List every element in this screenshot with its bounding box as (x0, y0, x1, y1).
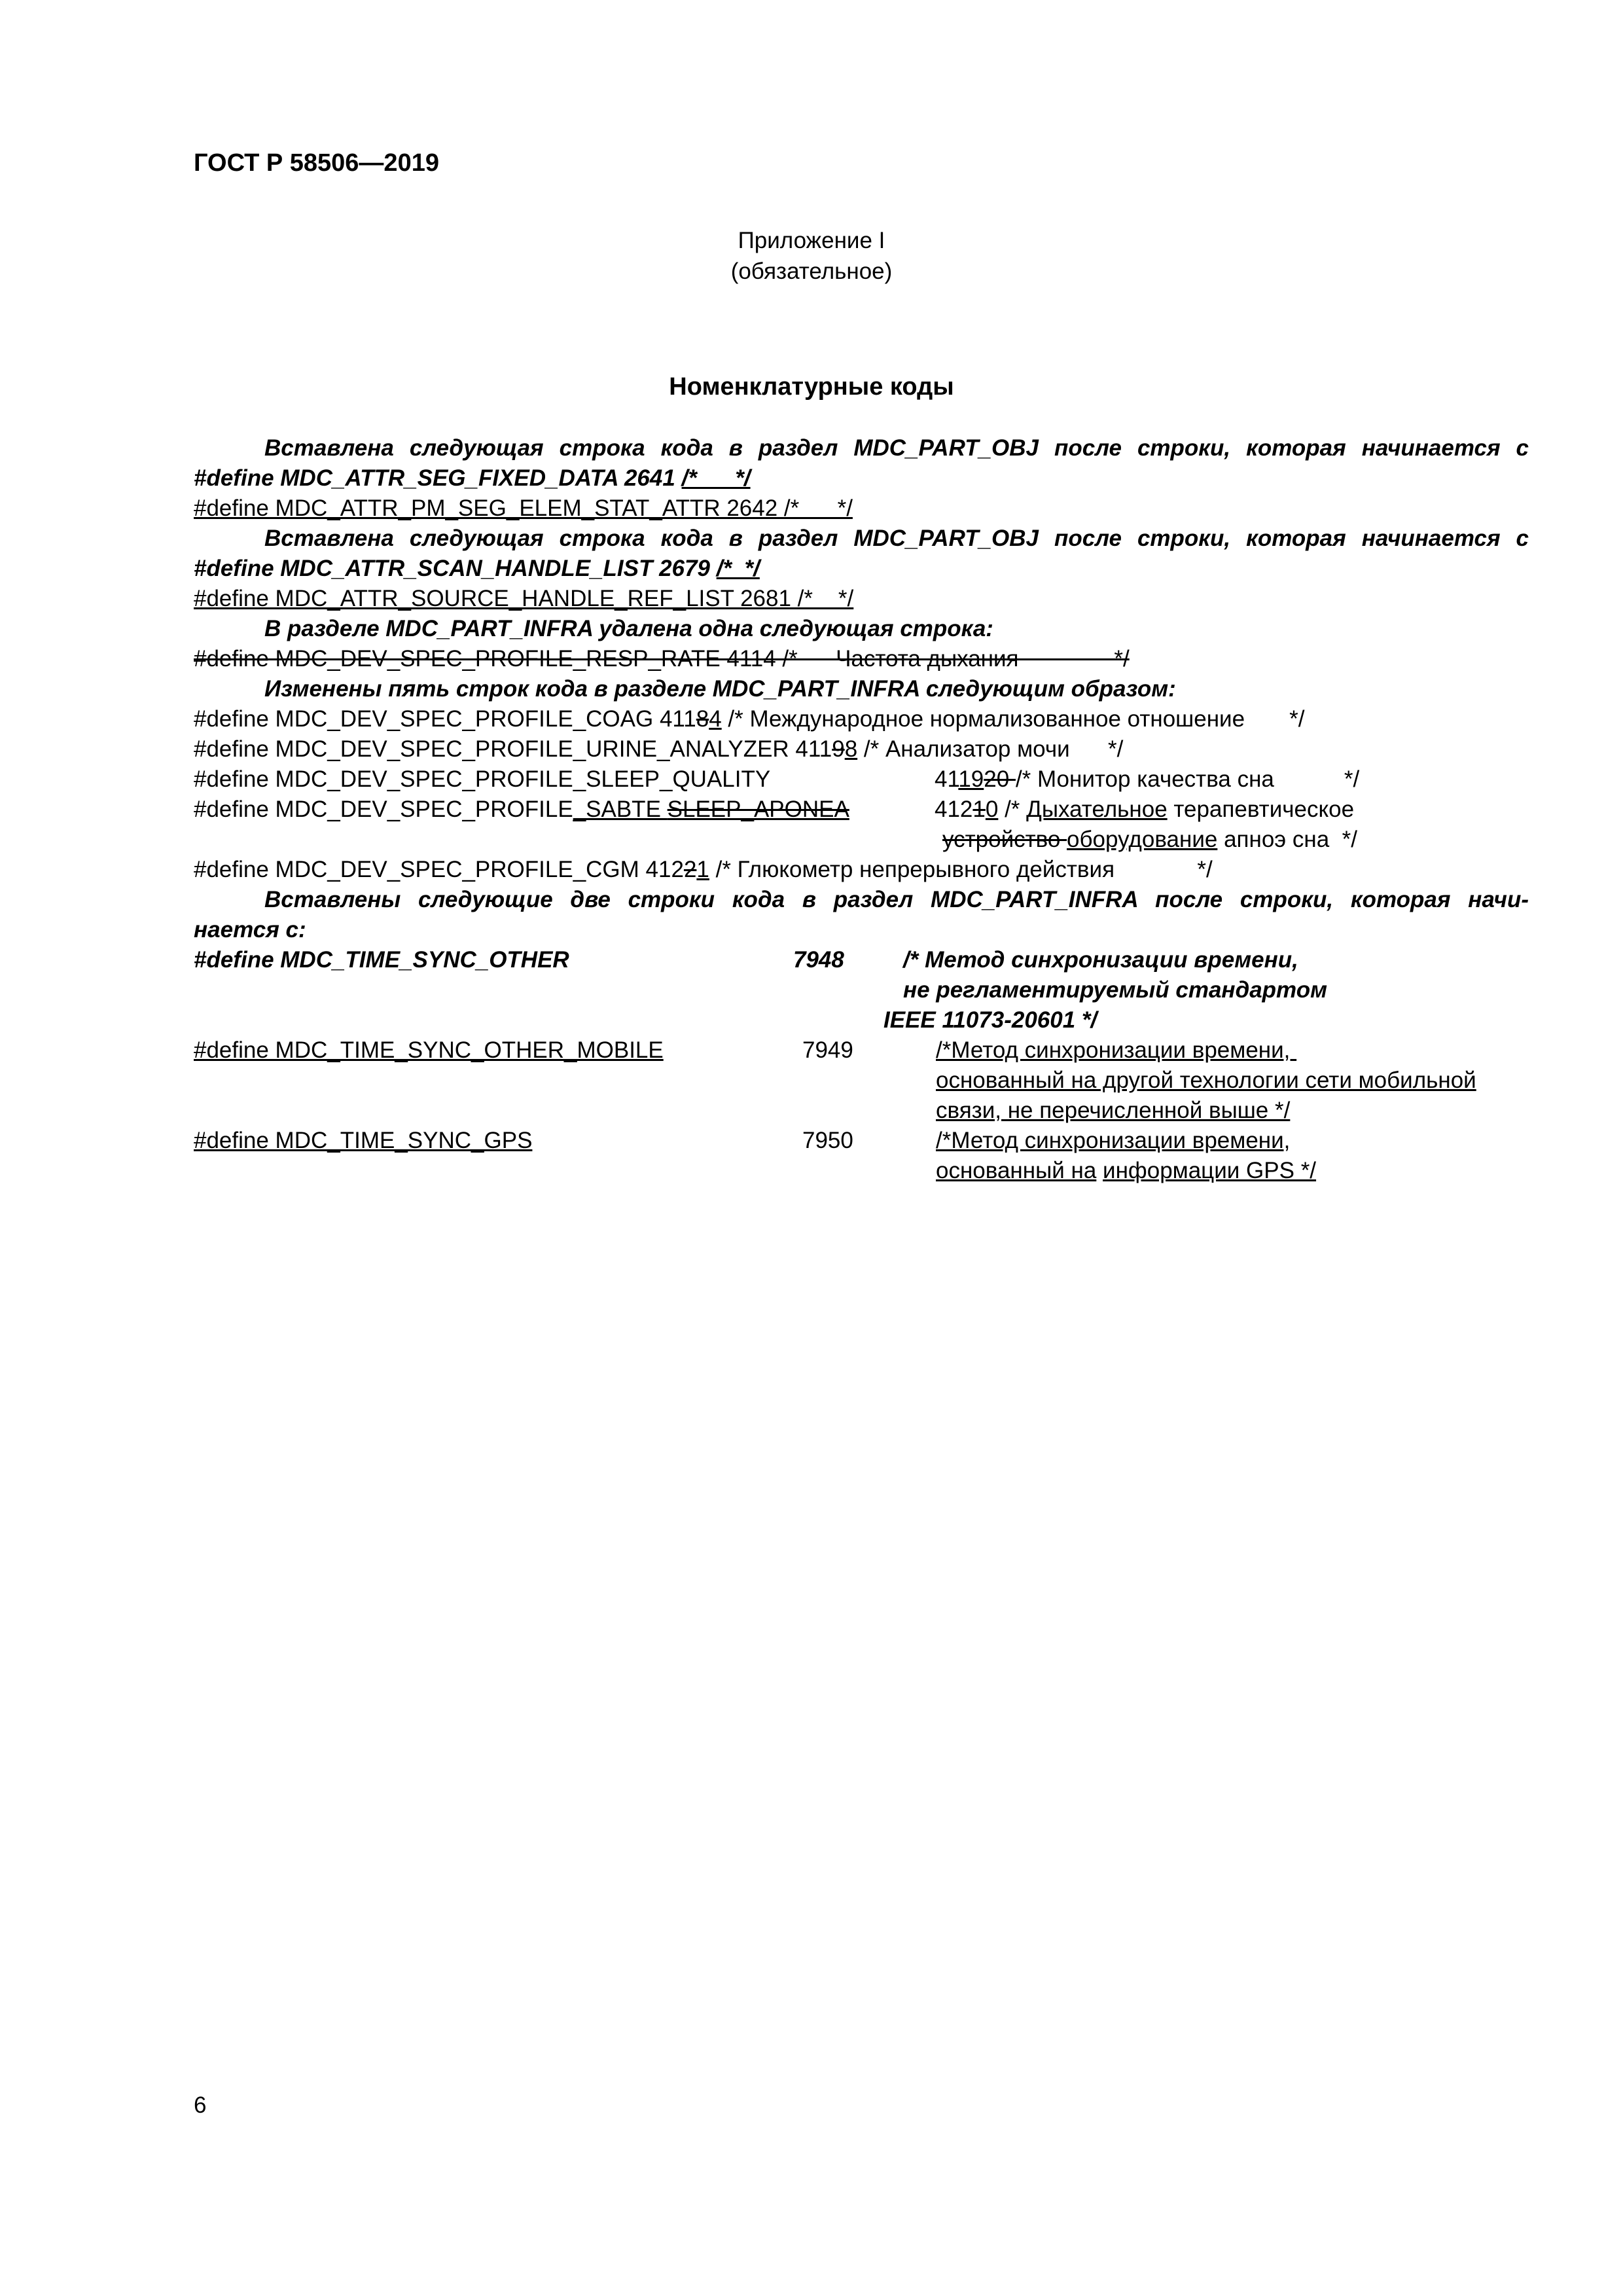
inserted-digit: 1 (696, 857, 709, 882)
instruction-line: Вставлена следующая строка кода в раздел MDC_PART_OBJ после строки, которая начинается с (264, 435, 1529, 461)
define-description: /*Метод синхронизации времени, (936, 1128, 1291, 1153)
appendix-type: (обязательное) (730, 259, 893, 284)
define-code: 7949 (802, 1037, 853, 1063)
code-comment: апноэ сна */ (1217, 827, 1357, 852)
deleted-digit: 2 (683, 857, 697, 882)
code-text: #define MDC_DEV_SPEC_PROFILE_CGM 412 (194, 857, 684, 882)
inserted-word: Дыхательное (1026, 797, 1168, 822)
define-name: #define MDC_TIME_SYNC_OTHER (194, 947, 569, 973)
define-code: 7950 (802, 1128, 853, 1153)
code-line (194, 463, 1529, 493)
code-comment: /* Международное нормализованное отношение */ (721, 706, 1305, 732)
code-line (194, 855, 1529, 885)
section-title: Номенклатурные коды (669, 373, 954, 401)
code-text: #define MDC_ATTR_SEG_FIXED_DATA 2641 (194, 465, 682, 491)
code-value (935, 795, 1354, 825)
inserted-comment: /* */ (681, 465, 751, 491)
inserted-text: _SABTE (573, 797, 668, 822)
define-description: не регламентируемый стандартом (903, 977, 1327, 1003)
deleted-digit: 8 (696, 706, 709, 732)
define-description: /* Метод синхронизации времени, (903, 947, 1298, 973)
document-header: ГОСТ Р 58506—2019 (194, 149, 439, 177)
code-text: #define MDC_DEV_SPEC_PROFILE_COAG 411 (194, 706, 696, 732)
code-comment: /* Монитор качества сна */ (1015, 766, 1360, 792)
define-description: связи, не перечисленной выше */ (936, 1098, 1291, 1123)
deleted-digit: 1 (972, 797, 986, 822)
code-text: #define MDC_ATTR_SCAN_HANDLE_LIST 2679 (194, 556, 717, 581)
instruction-line: Вставлена следующая строка кода в раздел MDC_PART_OBJ после строки, которая начинается с (264, 526, 1529, 551)
inserted-digit: 0 (985, 797, 999, 822)
instruction-line: Вставлены следующие две строки кода в раздел MDC_PART_INFRA после строки, которая начи- (264, 887, 1529, 912)
code-digits: 412 (935, 797, 973, 822)
deleted-word: устройство (942, 827, 1067, 852)
code-comment: /* (998, 797, 1027, 822)
inserted-digit: 4 (709, 706, 722, 732)
inserted-code-line: #define MDC_ATTR_SOURCE_HANDLE_REF_LIST 2681 /* */ (194, 586, 854, 611)
instruction-line: нается с: (194, 917, 306, 942)
deleted-text: SLEEP_APONEA (667, 797, 849, 822)
code-value (935, 764, 1359, 795)
page-number: 6 (194, 2092, 207, 2118)
inserted-comment: /* */ (716, 556, 760, 581)
code-comment: /* Глюкометр непрерывного действия */ (709, 857, 1213, 882)
description-part: основанный на (936, 1158, 1097, 1183)
define-description (936, 1156, 1316, 1186)
define-code: 7948 (793, 947, 844, 973)
description-part: информации GPS */ (1103, 1158, 1317, 1183)
inserted-word: оборудование (1067, 827, 1218, 852)
inserted-code-line: #define MDC_ATTR_PM_SEG_ELEM_STAT_ATTR 2642 /* */ (194, 495, 853, 521)
code-line (194, 554, 1529, 584)
code-text: #define MDC_DEV_SPEC_PROFILE_URINE_ANALYZER 411 (194, 736, 832, 762)
define-description: IEEE 11073-20601 */ (883, 1007, 1097, 1033)
inserted-digit: 8 (844, 736, 858, 762)
deleted-digits: 20 (984, 766, 1016, 792)
inserted-digits: 19 (958, 766, 984, 792)
code-continuation (942, 825, 1357, 855)
appendix-title: Приложение I (738, 228, 885, 253)
define-name: #define MDC_TIME_SYNC_GPS (194, 1128, 533, 1153)
define-description: основанный на другой технологии сети мобильной (936, 1067, 1476, 1093)
define-description: /*Метод синхронизации времени, (936, 1037, 1297, 1063)
code-text: #define MDC_DEV_SPEC_PROFILE_SLEEP_QUALITY (194, 766, 771, 792)
code-comment: терапевтическое (1167, 797, 1355, 822)
code-line (194, 734, 1529, 764)
instruction-line: В разделе MDC_PART_INFRA удалена одна следующая строка: (264, 616, 993, 641)
description-space (1096, 1158, 1103, 1183)
code-text: #define MDC_DEV_SPEC_PROFILE (194, 797, 573, 822)
code-digits: 41 (935, 766, 959, 792)
instruction-line: Изменены пять строк кода в разделе MDC_PART_INFRA следующим образом: (264, 676, 1176, 702)
code-line (194, 704, 1529, 734)
define-name: #define MDC_TIME_SYNC_OTHER_MOBILE (194, 1037, 664, 1063)
code-line (194, 795, 849, 825)
code-comment: /* Анализатор мочи */ (857, 736, 1124, 762)
deleted-digit: 9 (832, 736, 845, 762)
deleted-code-line: #define MDC_DEV_SPEC_PROFILE_RESP_RATE 4114 /* Частота дыхания */ (194, 646, 1130, 672)
